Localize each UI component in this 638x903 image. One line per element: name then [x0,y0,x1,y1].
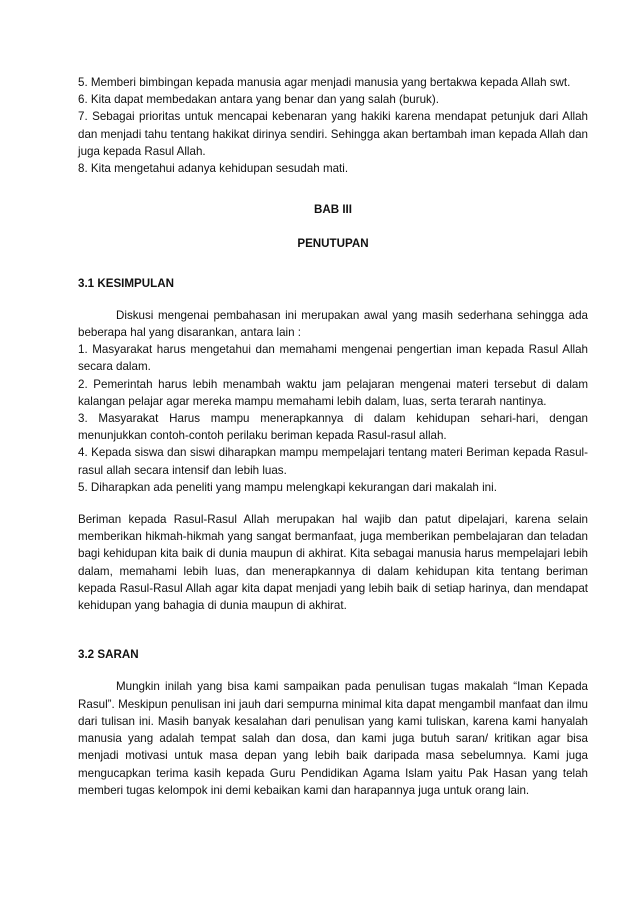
kesimpulan-list [78,341,588,496]
kesimpulan-intro: Diskusi mengenai pembahasan ini merupakan awal yang masih sederhana sehingga ada beberapa hal yang disarankan, antara lain : [78,308,588,340]
intro-list [78,74,588,177]
section-heading-kesimpulan: 3.1 KESIMPULAN [78,276,174,290]
list-item: 8. Kita mengetahui adanya kehidupan sesudah mati. [78,162,349,176]
list-item: 2. Pemerintah harus lebih menambah waktu jam pelajaran mengenai materi tersebut di dalam kalangan pelajar agar mereka mampu memahami lebih dalam, luas, serta terarah nantinya. [78,377,588,408]
list-item: 5. Diharapkan ada peneliti yang mampu melengkapi kekurangan dari makalah ini. [78,480,497,494]
kesimpulan-closing: Beriman kepada Rasul-Rasul Allah merupakan hal wajib dan patut dipelajari, karena selain memberikan hikmah-hikmah yang sangat bermanfaat, juga memberikan pembelajaran dan teladan bagi kehidupan kita baik di dunia maupun di akhirat. Kita sebagai manusia harus mempelajari lebih dalam, memahami lebih luas, dan menerapkannya di dalam kehidupan kita tentang beriman kepada Rasul-Rasul Allah agar kita dapat menjadi yang lebih baik di setiap harinya, dan mendapat kehidupan yang bahagia di dunia maupun di akhirat. [78,513,588,613]
list-item: 1. Masyarakat harus mengetahui dan memahami mengenai pengertian iman kepada Rasul Allah secara dalam. [78,343,588,374]
chapter-title: PENUTUPAN [297,237,369,251]
saran-body: Mungkin inilah yang bisa kami sampaikan pada penulisan tugas makalah “Iman Kepada Rasul”. Meskipun penulisan ini jauh dari sempurna minimal kita dapat mengambil manfaat dan ilmu dari tulisan ini. Masih banyak kesalahan dari penulisan yang kami tuliskan, karena kami hanyalah manusia yang adalah tempat salah dan dosa, dan kami juga butuh saran/ kritikan agar bisa menjadi motivasi untuk masa depan yang lebih baik daripada masa sebelumnya. Kami juga mengucapkan terima kasih kepada Guru Pendidikan Agama Islam yaitu Pak Hasan yang telah memberi tugas kelompok ini demi kebaikan kami dan harapannya juga untuk orang lain. [78,680,588,797]
list-item: 6. Kita dapat membedakan antara yang benar dan yang salah (buruk). [78,93,439,107]
list-item: 5. Memberi bimbingan kepada manusia agar menjadi manusia yang bertakwa kepada Allah swt. [78,76,571,89]
list-item: 7. Sebagai prioritas untuk mencapai kebenaran yang hakiki karena mendapat petunjuk dari Allah dan menjadi tahu tentang hakikat dirinya sendiri. Sehingga akan bertambah iman kepada Allah dan juga kepada Rasul Allah. [78,110,588,158]
list-item: 3. Masyarakat Harus mampu menerapkannya di dalam kehidupan sehari-hari, dengan menunjukkan contoh-contoh perilaku beriman kepada Rasul-rasul allah. [78,412,588,443]
section-heading-saran: 3.2 SARAN [78,648,139,662]
chapter-number: BAB III [313,203,352,217]
page-content [78,74,588,799]
list-item: 4. Kepada siswa dan siswi diharapkan mampu mempelajari tentang materi Beriman kepada Rasul-rasul allah secara intensif dan lebih luas. [78,446,588,477]
